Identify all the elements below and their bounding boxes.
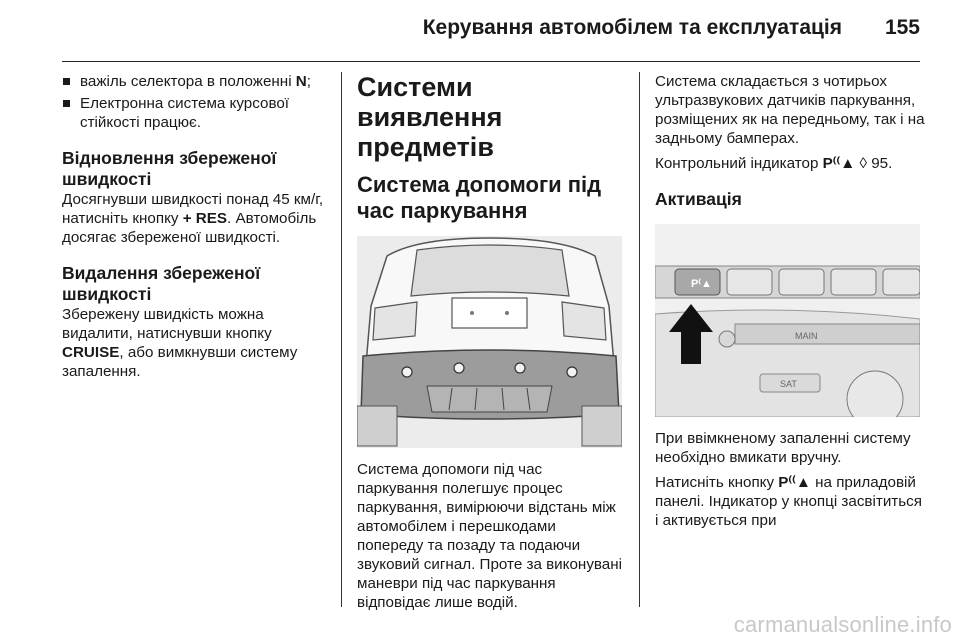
paragraph-restore: Досягнувши швидкості понад 45 км/г, натисніть кнопку + RES. Автомобіль досягає збереженої швидкості.: [62, 191, 324, 246]
column-right: [655, 72, 925, 536]
parking-indicator-icon: P⁽⁽▲: [822, 155, 856, 172]
watermark: carmanualsonline.info: [733, 612, 952, 637]
column-left: [62, 72, 330, 387]
page-number: 155: [884, 16, 920, 39]
page-header: [0, 0, 960, 62]
main-label: MAIN: [795, 331, 818, 341]
bullet-item: важіль селектора в положенні N;: [62, 72, 330, 91]
sat-label: SAT: [780, 379, 797, 389]
activation-note: При ввімкненому запаленні систему необхідно вмикати вручну.: [655, 430, 911, 466]
column-middle: [357, 72, 625, 618]
svg-text:P⁽▲: P⁽▲: [691, 278, 712, 290]
parking-button-icon: P⁽⁽▲: [778, 474, 811, 491]
car-rear-parking-sensors-illustration: [357, 236, 622, 448]
activation-heading: Активація: [655, 189, 742, 209]
column-divider: [639, 72, 640, 607]
paragraph-delete: Збережену швидкість можна видалити, натиснувши кнопку CRUISE, або вимкнувши систему запалення.: [62, 306, 298, 380]
section-heading-restore: Відновлення збереженої швидкості: [62, 148, 277, 189]
dashboard-parking-button-illustration: [655, 224, 920, 417]
section-title: Системи виявлення предметів: [357, 72, 503, 162]
indicator-reference: Контрольний індикатор P⁽⁽▲ ◊ 95.: [655, 155, 893, 172]
bullet-item: Електронна система курсової стійкості працює.: [62, 94, 330, 132]
parking-assist-description: Система допомоги під час паркування полегшує процес паркування, вимірюючи відстань між автомобілем і перешкодами попереду та позаду та подаючи звуковий сигнал. Проте за виконувані маневри під час паркування відповідає лише водій.: [357, 461, 623, 611]
section-heading-delete: Видалення збереженої швидкості: [62, 263, 261, 304]
header-rule: [62, 61, 920, 62]
activation-instruction: Натисніть кнопку P⁽⁽▲ на приладовій панелі. Індикатор у кнопці засвітиться і активується при: [655, 474, 922, 529]
subsection-title: Система допомоги під час паркування: [357, 172, 602, 223]
header-title: Керування автомобілем та експлуатація: [422, 16, 842, 39]
column-divider: [341, 72, 342, 607]
sensors-description: Система складається з чотирьох ультразвукових датчиків паркування, розміщених як на передньому, так і на задньому бамперах.: [655, 73, 925, 147]
